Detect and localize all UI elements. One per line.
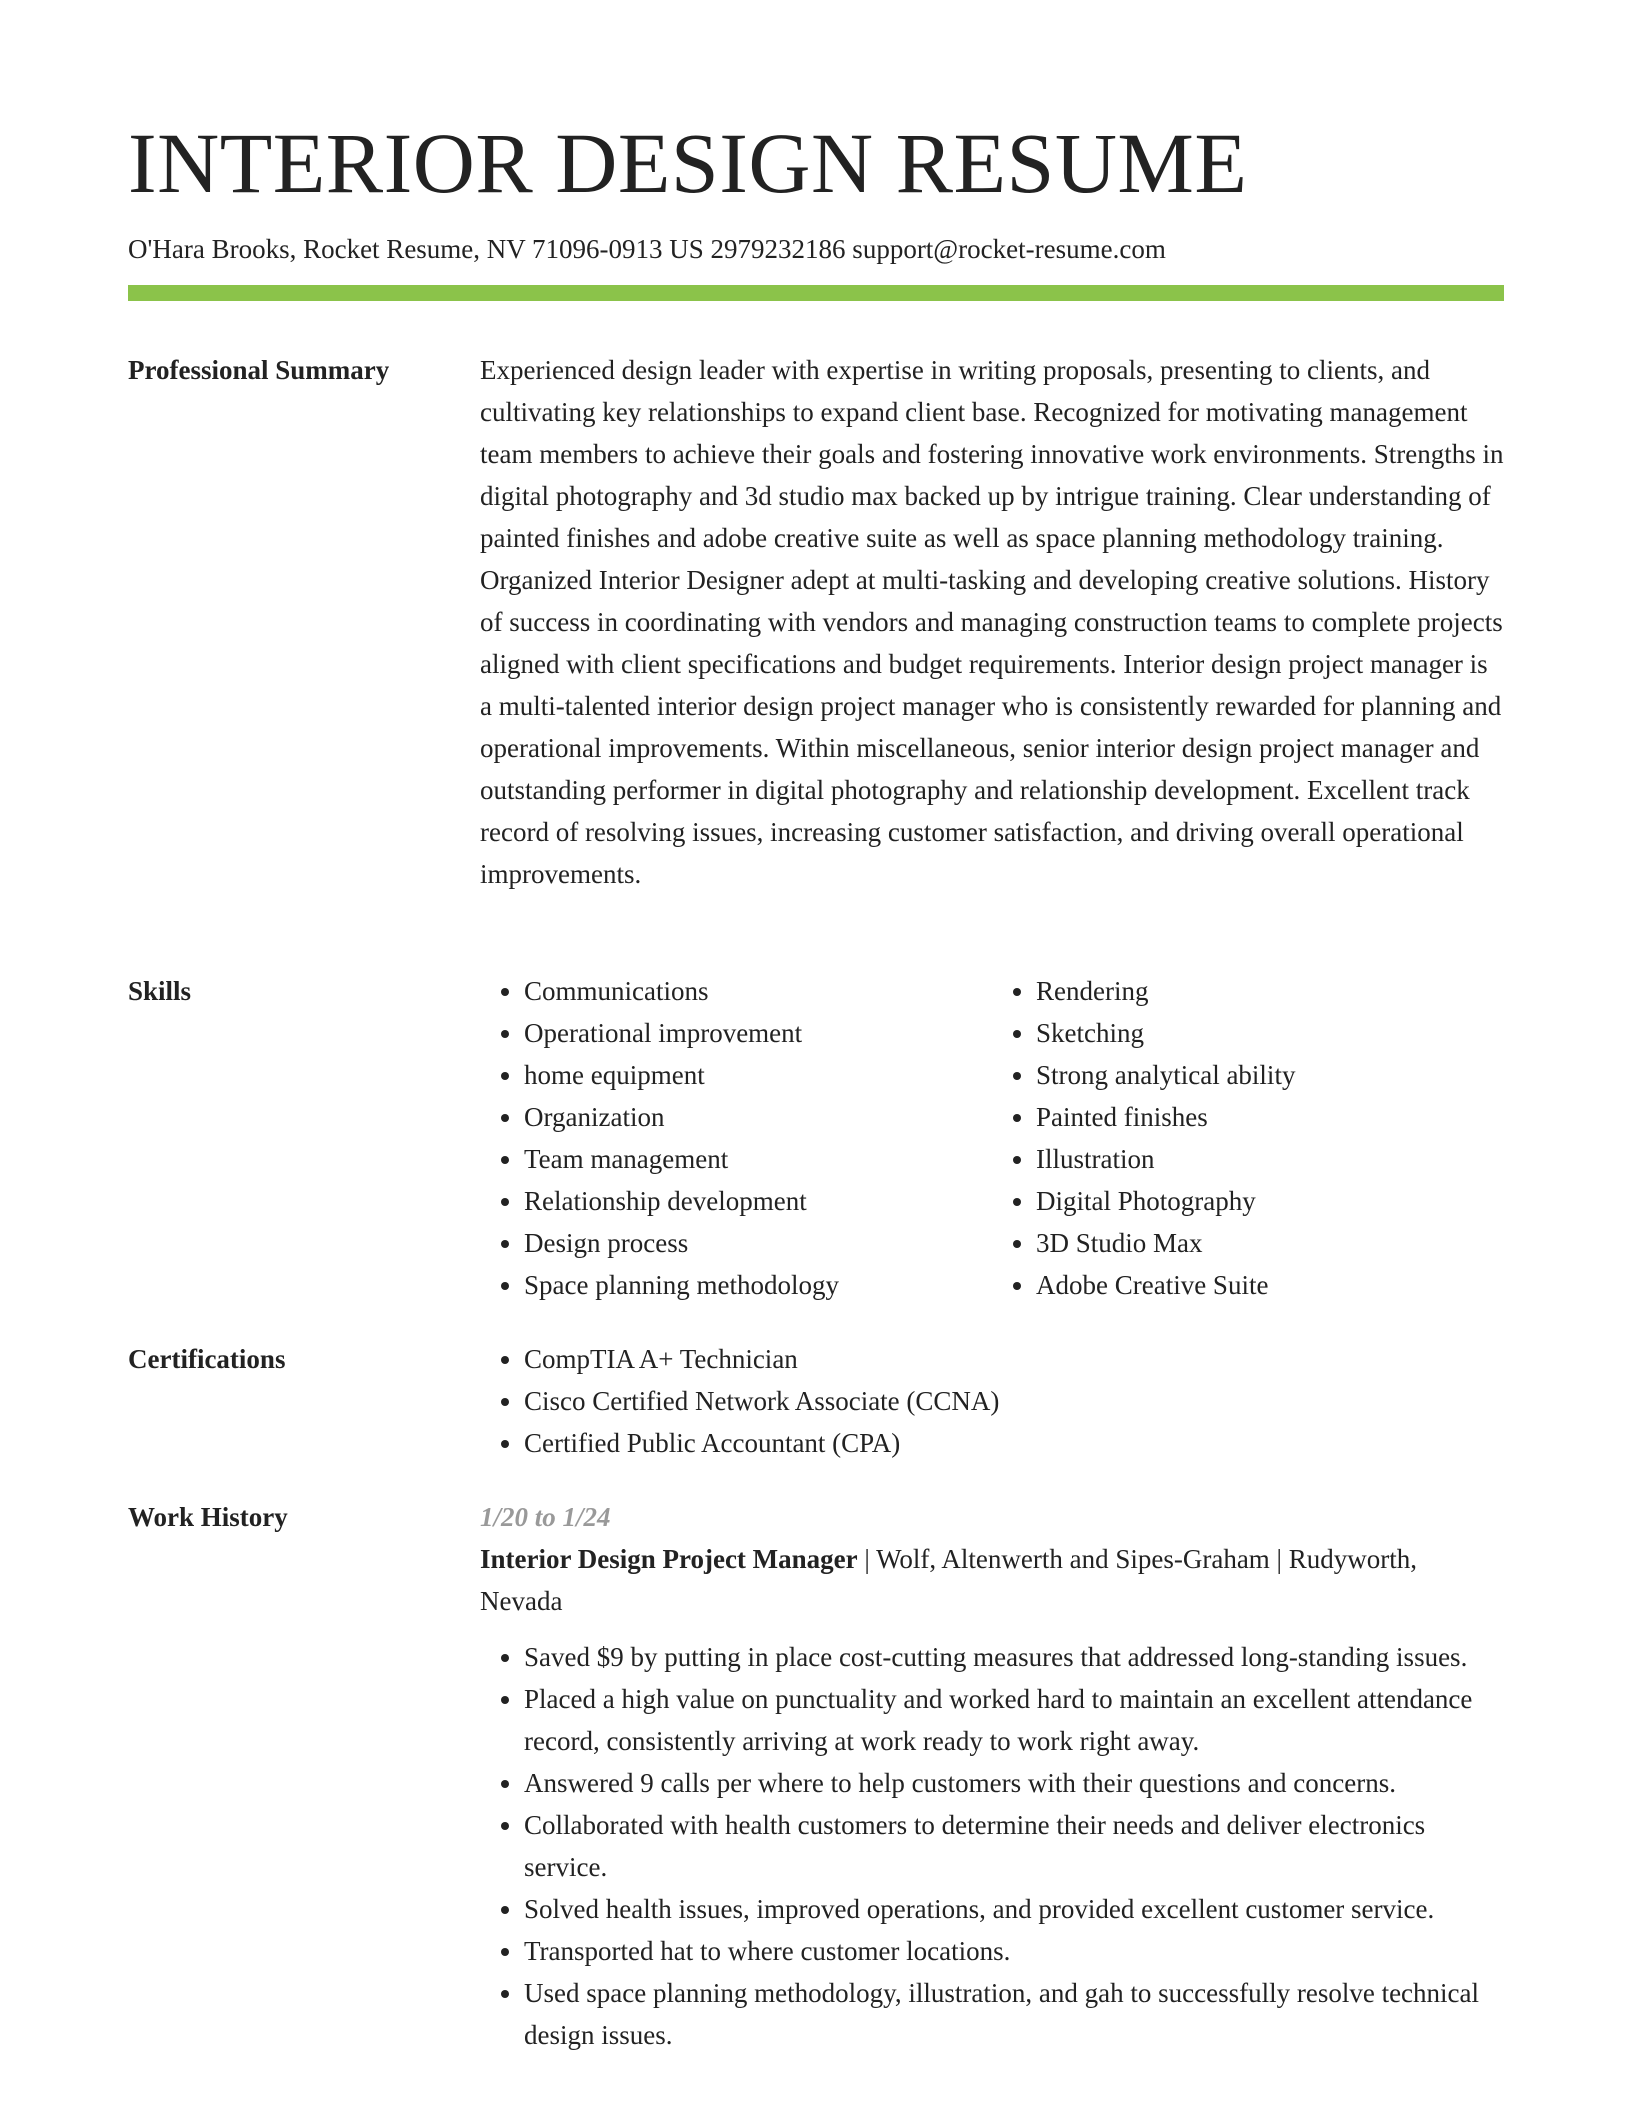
skill-item: • Strong analytical ability xyxy=(1036,1054,1504,1096)
summary-content xyxy=(480,349,1504,895)
job-bullet: • Solved health issues, improved operations, and provided excellent customer service. xyxy=(524,1888,1504,1930)
job-details: | Wolf, Altenwerth and Sipes-Graham | Rudyworth, Nevada xyxy=(480,1544,1417,1616)
certification-item: • Certified Public Accountant (CPA) xyxy=(524,1422,1504,1464)
certifications-label: Certifications xyxy=(128,1344,286,1374)
skill-item: • 3D Studio Max xyxy=(1036,1222,1504,1264)
work-history-content xyxy=(480,1496,1504,2056)
skill-item: • home equipment xyxy=(524,1054,992,1096)
skill-item: • Design process xyxy=(524,1222,992,1264)
skill-item: • Communications xyxy=(524,970,992,1012)
skill-item: • Adobe Creative Suite xyxy=(1036,1264,1504,1306)
job-heading xyxy=(480,1538,1504,1622)
job-title: Interior Design Project Manager xyxy=(480,1544,858,1574)
skill-item: • Operational improvement xyxy=(524,1012,992,1054)
summary-text: Experienced design leader with expertise in writing proposals, presenting to clients, and cultivating key relationships to expand client base. Recognized for motivating management team members to achieve their goals and fostering innovative work environments. Strengths in digital photography and 3d studio max backed up by intrigue training. Clear understanding of painted finishes and adobe creative suite as well as space planning methodology training. Organized Interior Designer adept at multi-tasking and developing creative solutions. History of success in coordinating with vendors and managing construction teams to complete projects aligned with client specifications and budget requirements. Interior design project manager is a multi-talented interior design project manager who is consistently rewarded for planning and operational improvements. Within miscellaneous, senior interior design project manager and outstanding performer in digital photography and relationship development. Excellent track record of resolving issues, increasing customer satisfaction, and driving overall operational improvements. xyxy=(480,355,1504,889)
skills-label: Skills xyxy=(128,976,192,1006)
accent-divider xyxy=(128,285,1504,301)
job-bullet: • Placed a high value on punctuality and worked hard to maintain an excellent attendance record, consistently arriving at work ready to work right away. xyxy=(524,1678,1504,1762)
skill-item: • Team management xyxy=(524,1138,992,1180)
skill-item: • Space planning methodology xyxy=(524,1264,992,1306)
certifications-content xyxy=(480,1338,1504,1464)
skills-content xyxy=(480,970,1504,1306)
skills-list-left xyxy=(480,970,992,1306)
job-bullet: • Answered 9 calls per where to help customers with their questions and concerns. xyxy=(524,1762,1504,1804)
summary-label: Professional Summary xyxy=(128,355,390,385)
certification-item: • Cisco Certified Network Associate (CCNA) xyxy=(524,1380,1504,1422)
skill-item: • Organization xyxy=(524,1096,992,1138)
certifications-list xyxy=(480,1338,1504,1464)
job-bullet: • Transported hat to where customer locations. xyxy=(524,1930,1504,1972)
skill-item: • Sketching xyxy=(1036,1012,1504,1054)
skill-item: • Painted finishes xyxy=(1036,1096,1504,1138)
job-date: 1/20 to 1/24 xyxy=(480,1502,611,1532)
job-bullet: • Used space planning methodology, illustration, and gah to successfully resolve technical design issues. xyxy=(524,1972,1504,2056)
work-history-label: Work History xyxy=(128,1502,288,1532)
job-bullets xyxy=(480,1636,1504,2056)
resume-title: INTERIOR DESIGN RESUME xyxy=(128,115,1248,211)
skill-item: • Illustration xyxy=(1036,1138,1504,1180)
certification-item: • CompTIA A+ Technician xyxy=(524,1338,1504,1380)
job-bullet: • Collaborated with health customers to determine their needs and deliver electronics service. xyxy=(524,1804,1504,1888)
skill-item: • Rendering xyxy=(1036,970,1504,1012)
job-bullet: • Saved $9 by putting in place cost-cutting measures that addressed long-standing issues. xyxy=(524,1636,1504,1678)
skill-item: • Digital Photography xyxy=(1036,1180,1504,1222)
skills-list-right xyxy=(992,970,1504,1306)
contact-line: O'Hara Brooks, Rocket Resume, NV 71096-0913 US 2979232186 support@rocket-resume.com xyxy=(128,234,1166,264)
skill-item: • Relationship development xyxy=(524,1180,992,1222)
